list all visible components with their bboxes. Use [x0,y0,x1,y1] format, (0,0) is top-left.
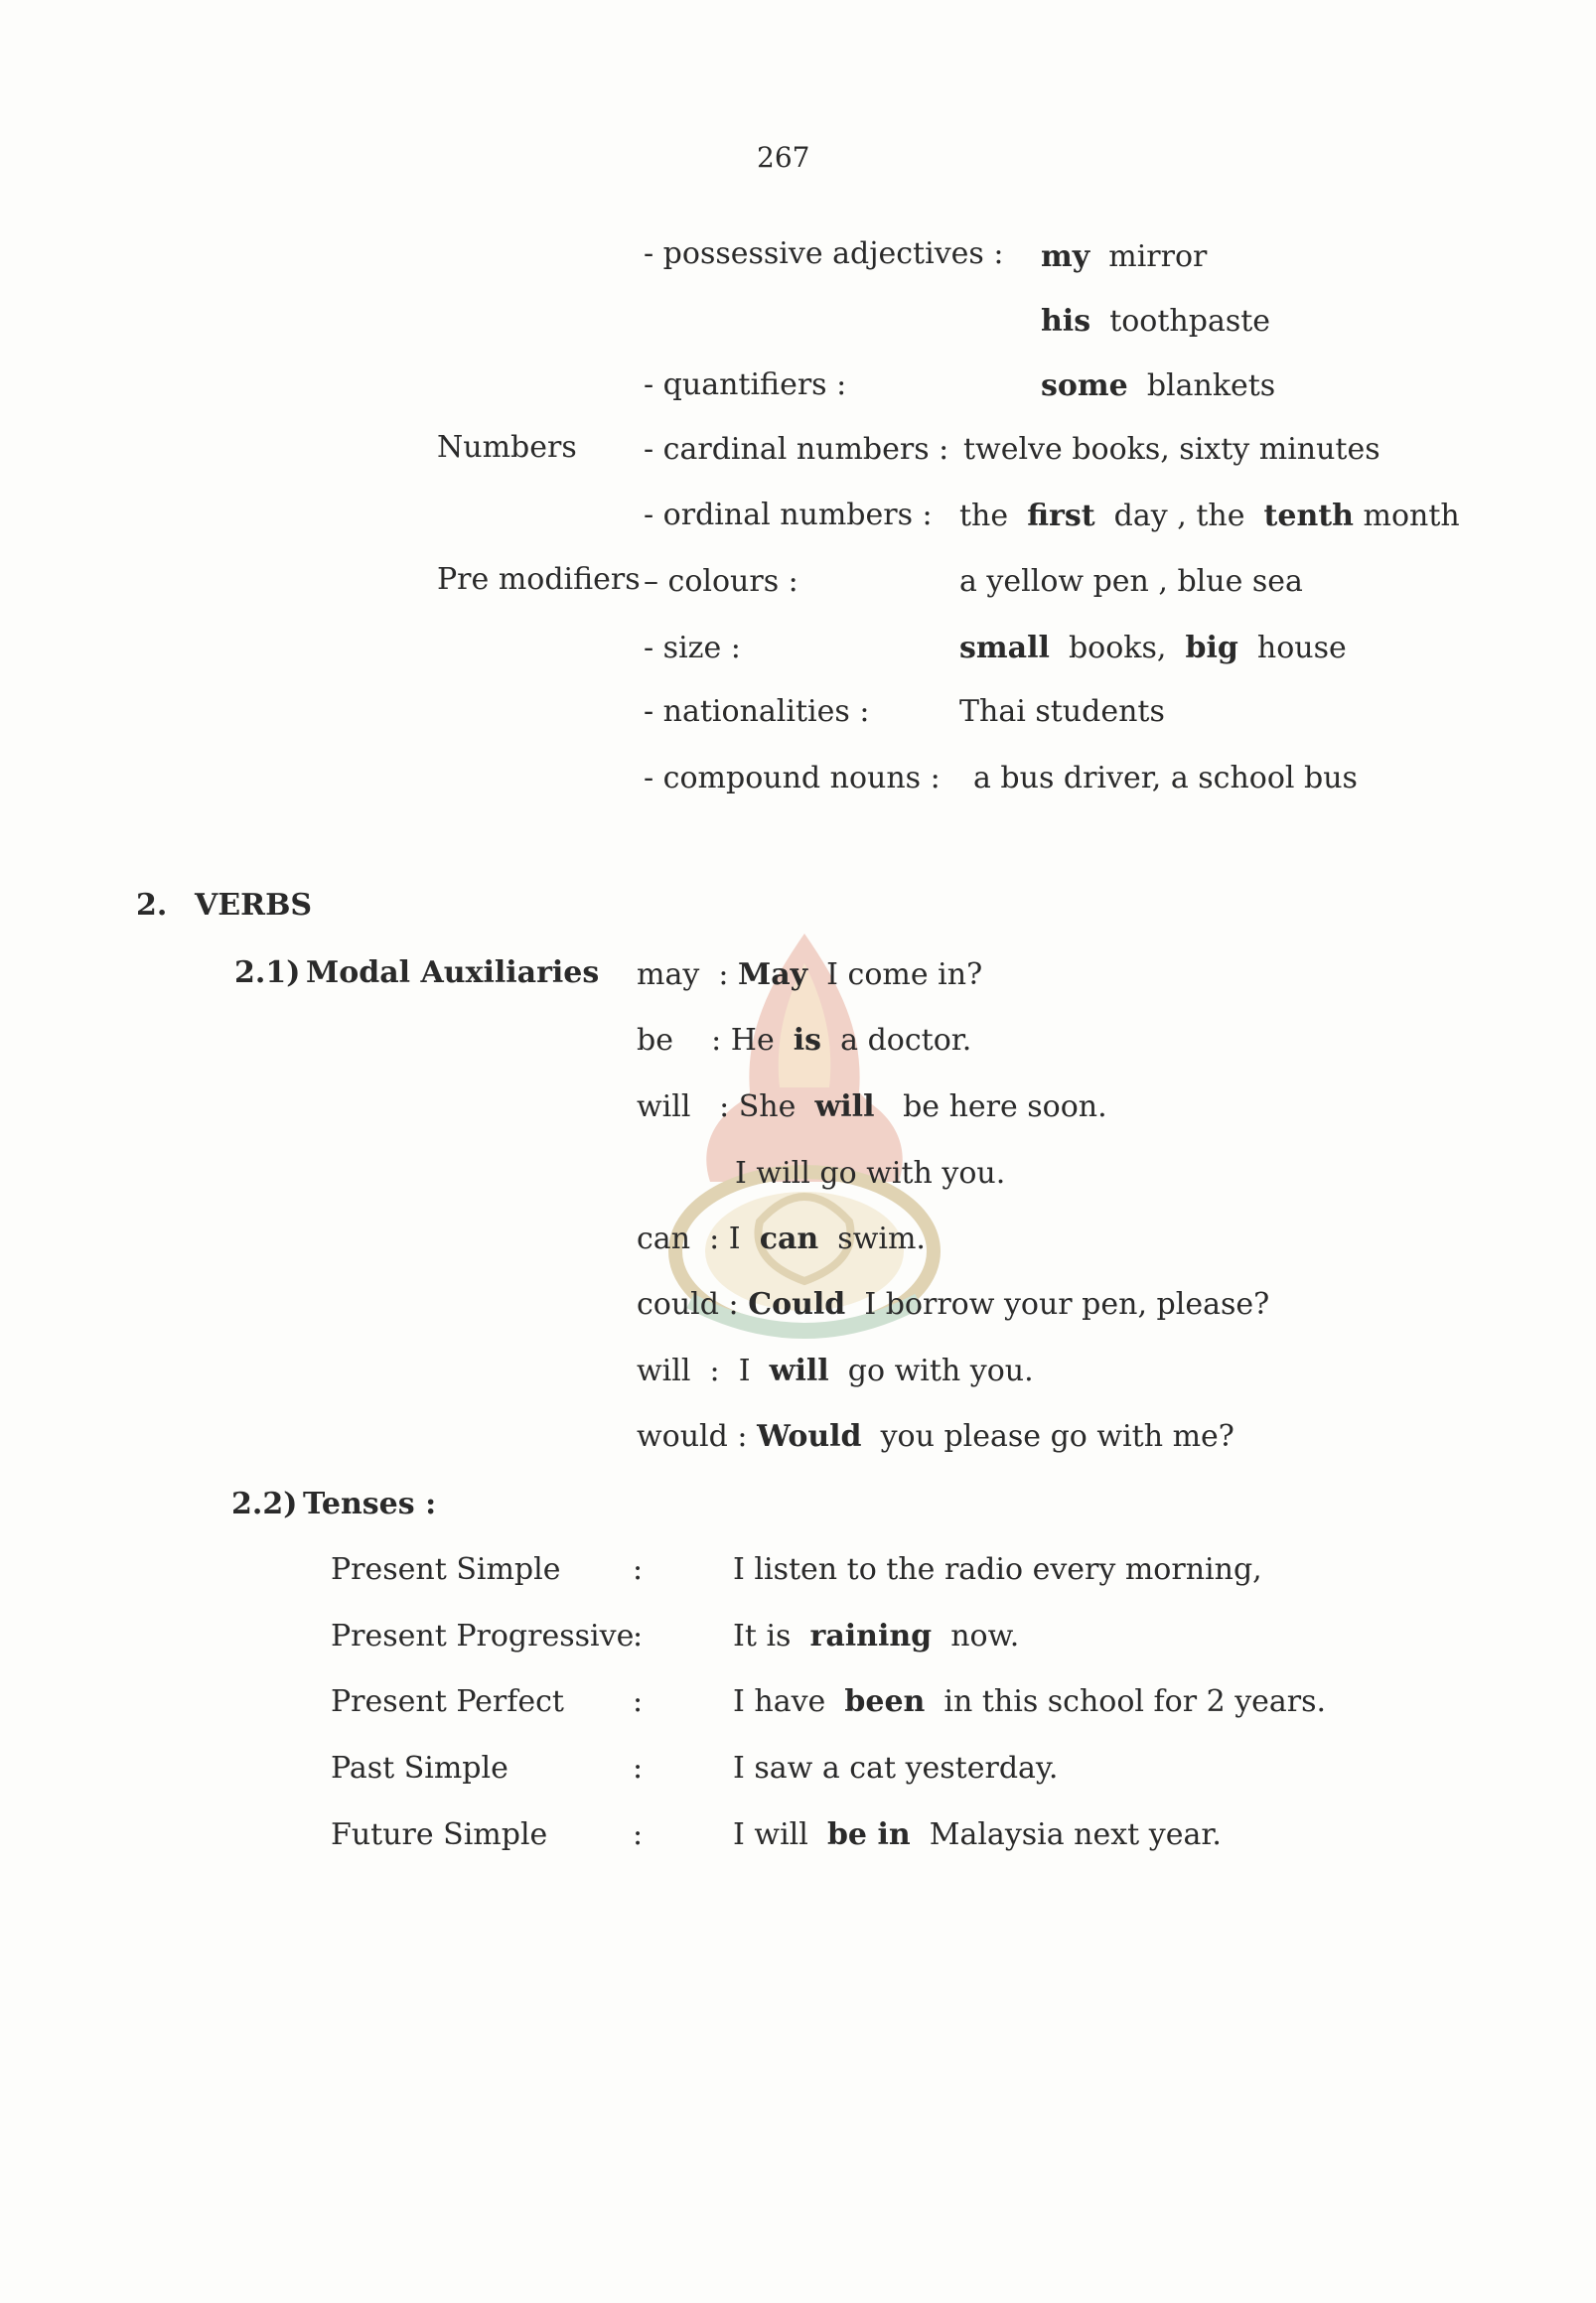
tense-colon: : [633,1817,644,1852]
tense-name: Present Perfect [331,1684,564,1719]
pre-modifiers-group-label: Pre modifiers [437,562,641,597]
tense-name: Past Simple [331,1751,508,1786]
possessive-adjectives-label: - possessive adjectives : [644,236,1004,271]
subsection-number-tenses: 2.2) [231,1487,298,1521]
tense-example: I listen to the radio every morning, [733,1552,1262,1587]
subsection-number-modal: 2.1) [234,955,301,990]
section-heading-verbs: VERBS [195,888,313,923]
colours-label: – colours : [644,564,798,599]
cardinal-numbers-example: twelve books, sixty minutes [963,432,1380,467]
quantifiers-example: some blankets [1041,368,1276,403]
ordinal-numbers-label: - ordinal numbers : [644,498,933,532]
tense-example: I have been in this school for 2 years. [733,1684,1327,1719]
section-number: 2. [136,888,168,923]
tense-name: Present Progressive [331,1619,635,1654]
possessive-example-2: his toothpaste [1041,304,1271,339]
modal-row: will : I will go with you. [637,1354,1034,1388]
tense-name: Present Simple [331,1552,561,1587]
compound-nouns-example: a bus driver, a school bus [973,761,1358,795]
tense-name: Future Simple [331,1817,548,1852]
colours-example: a yellow pen , blue sea [959,564,1303,599]
tense-colon: : [633,1552,644,1587]
ordinal-numbers-example: the first day , the tenth month [959,499,1460,533]
modal-row: will : She will be here soon. [637,1089,1107,1124]
modal-row: would : Would you please go with me? [637,1419,1234,1454]
tense-colon: : [633,1684,644,1719]
cardinal-numbers-label: - cardinal numbers : [644,432,949,467]
page-number: 267 [757,141,810,174]
size-example: small books, big house [959,631,1347,665]
tense-colon: : [633,1751,644,1786]
possessive-example-1: my mirror [1041,239,1208,274]
tense-colon: : [633,1619,644,1654]
nationalities-example: Thai students [959,694,1165,729]
modal-row: be : He is a doctor. [637,1023,972,1058]
modal-row: I will go with you. [735,1156,1006,1191]
tense-example: It is raining now. [733,1619,1020,1654]
nationalities-label: - nationalities : [644,694,870,729]
numbers-group-label: Numbers [437,430,577,465]
compound-nouns-label: - compound nouns : [644,761,941,795]
modal-row: may : May I come in? [637,957,983,992]
modal-row: can : I can swim. [637,1222,926,1256]
tense-example: I saw a cat yesterday. [733,1751,1059,1786]
subsection-title-tenses: Tenses : [303,1487,437,1521]
size-label: - size : [644,631,741,665]
quantifiers-label: - quantifiers : [644,367,847,402]
tense-example: I will be in Malaysia next year. [733,1817,1222,1852]
modal-row: could : Could I borrow your pen, please? [637,1287,1270,1322]
subsection-title-modal: Modal Auxiliaries [306,955,600,990]
